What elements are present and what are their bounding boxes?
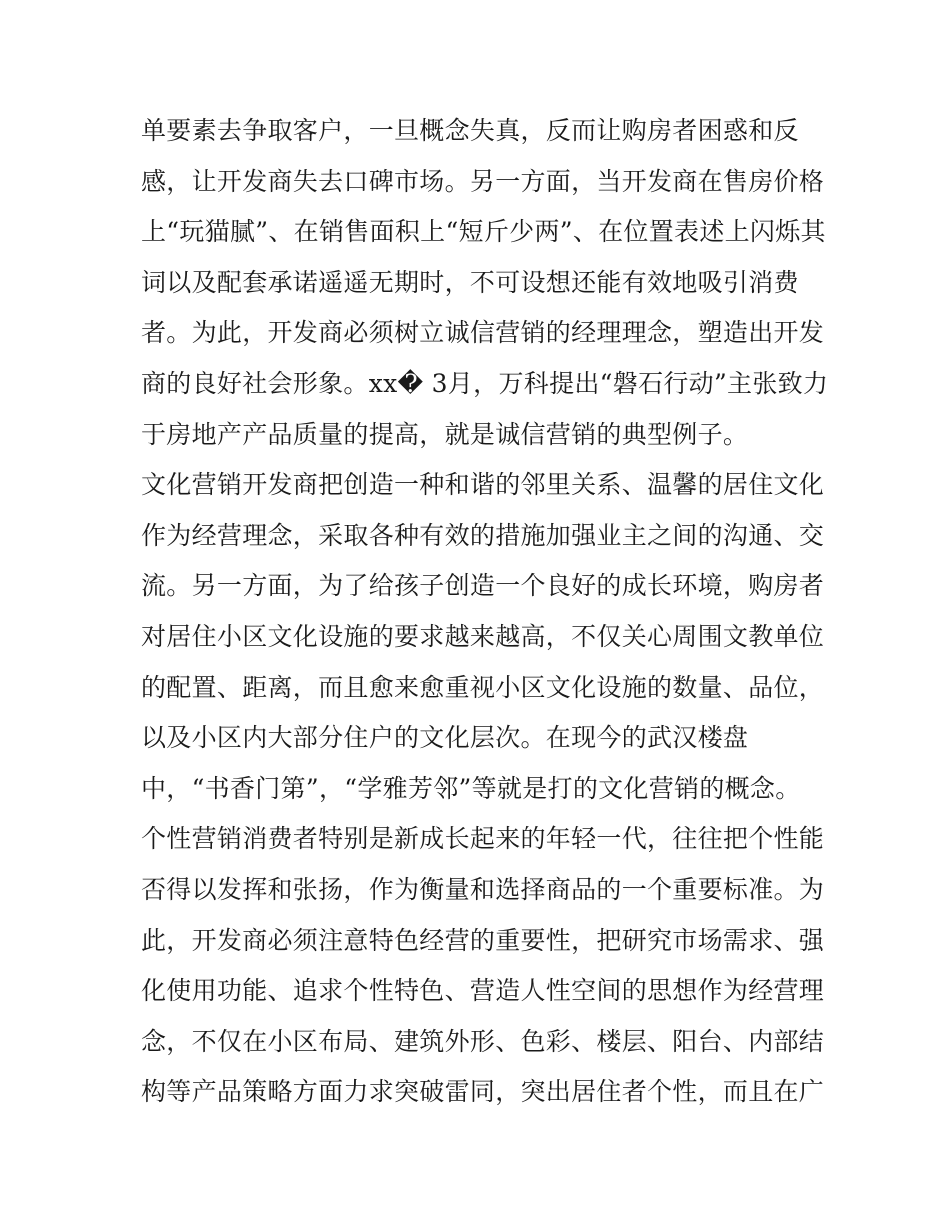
text-line: 个性营销消费者特别是新成长起来的年轻一代，往往把个性能: [141, 824, 825, 854]
text-line: 上“玩猫腻”、在销售面积上“短斤少两”、在位置表述上闪烁其: [141, 217, 826, 247]
text-line: 于房地产产品质量的提高，就是诚信营销的典型例子。: [141, 419, 749, 449]
text-line: 以及小区内大部分住户的文化层次。在现今的武汉楼盘: [141, 723, 749, 753]
text-line: 此，开发商必须注意特色经营的重要性，把研究市场需求、强: [141, 925, 825, 955]
text-line: 感，让开发商失去口碑市场。另一方面，当开发商在售房价格: [141, 166, 825, 196]
text-line: 否得以发挥和张扬，作为衡量和选择商品的一个重要标准。为: [141, 874, 825, 904]
text-line: 化使用功能、追求个性特色、营造人性空间的思想作为经营理: [141, 976, 825, 1006]
text-line: 者。为此，开发商必须树立诚信营销的经理理念，塑造出开发: [141, 318, 825, 348]
text-line: 单要素去争取客户，一旦概念失真，反而让购房者困惑和反: [141, 116, 799, 145]
text-line: 中，“书香门第”，“学雅芳邻”等就是打的文化营销的概念。: [141, 773, 801, 803]
text-line: 的配置、距离，而且愈来愈重视小区文化设施的数量、品位，: [141, 672, 825, 702]
text-line: 流。另一方面，为了给孩子创造一个良好的成长环境，购房者: [141, 571, 825, 601]
text-line: 词以及配套承诺遥遥无期时，不可设想还能有效地吸引消费: [141, 267, 799, 297]
text-line: 作为经营理念，采取各种有效的措施加强业主之间的沟通、交: [141, 520, 825, 550]
text-line: 念，不仅在小区布局、建筑外形、色彩、楼层、阳台、内部结: [141, 1026, 825, 1056]
body-text: [141, 106, 829, 1118]
text-line: 构等产品策略方面力求突破雷同，突出居住者个性，而且在广: [141, 1077, 825, 1107]
text-line: 对居住小区文化设施的要求越来越高，不仅关心周围文教单位: [141, 621, 825, 651]
text-line: 商的良好社会形象。xx� 3月，万科提出“磐石行动”主张致力: [141, 368, 829, 398]
text-line: 文化营销开发商把创造一种和谐的邻里关系、温馨的居住文化: [141, 470, 825, 500]
